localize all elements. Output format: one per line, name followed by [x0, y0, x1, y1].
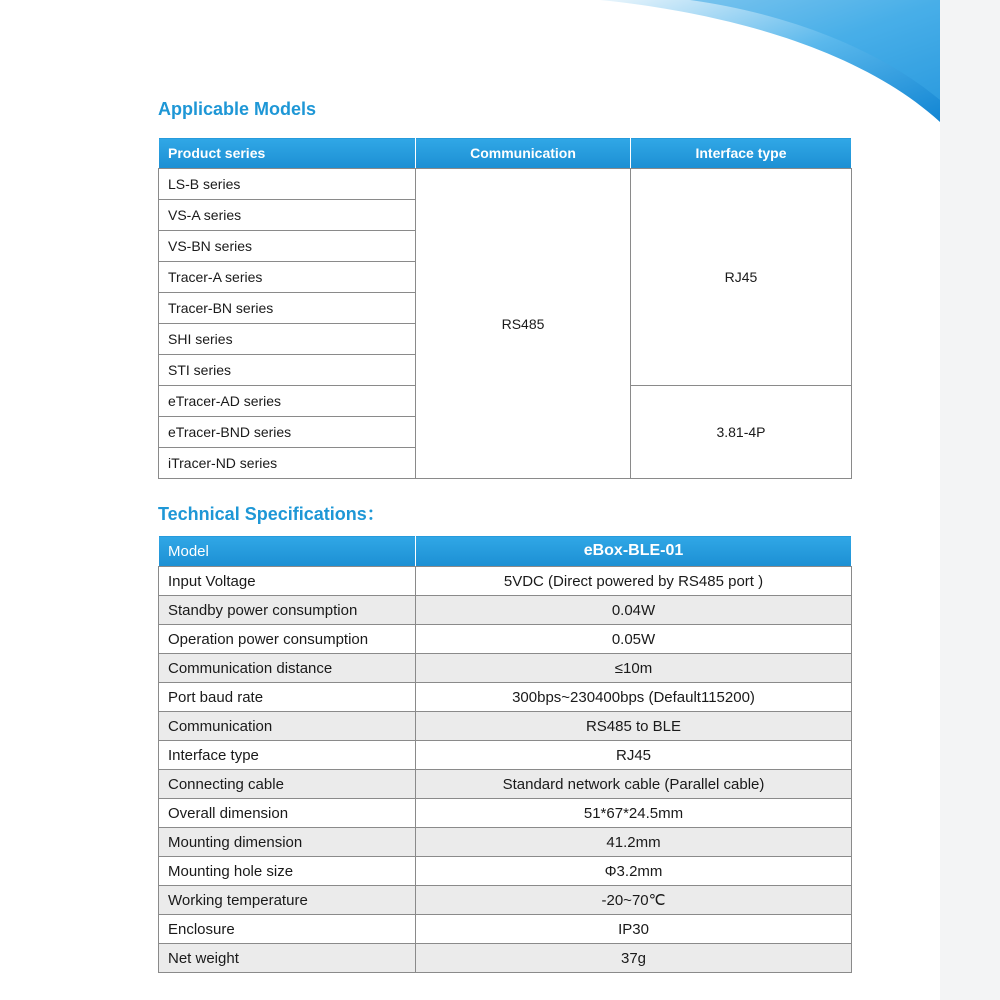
spec-value: 300bps~230400bps (Default115200) — [416, 683, 852, 712]
spec-value: ≤10m — [416, 654, 852, 683]
spec-value: RS485 to BLE — [416, 712, 852, 741]
table-row — [159, 169, 852, 200]
communication-cell: RS485 — [416, 169, 631, 479]
spec-label: Overall dimension — [159, 799, 416, 828]
table-row — [159, 712, 852, 741]
spec-value: -20~70℃ — [416, 886, 852, 915]
table-row — [159, 799, 852, 828]
spec-label: Working temperature — [159, 886, 416, 915]
spec-label: Communication — [159, 712, 416, 741]
header-model-value: eBox-BLE-01 — [416, 536, 852, 567]
table-row — [159, 683, 852, 712]
product-series-cell: Tracer-A series — [159, 262, 416, 293]
spec-value: Φ3.2mm — [416, 857, 852, 886]
product-series-cell: Tracer-BN series — [159, 293, 416, 324]
table-row — [159, 828, 852, 857]
table-row — [159, 915, 852, 944]
spec-label: Mounting dimension — [159, 828, 416, 857]
spec-label: Port baud rate — [159, 683, 416, 712]
spec-value: RJ45 — [416, 741, 852, 770]
product-series-cell: eTracer-BND series — [159, 417, 416, 448]
interface-type-cell: RJ45 — [631, 169, 852, 386]
product-series-cell: STI series — [159, 355, 416, 386]
product-series-cell: LS-B series — [159, 169, 416, 200]
header-interface-type: Interface type — [631, 138, 852, 169]
spec-label: Mounting hole size — [159, 857, 416, 886]
table-row — [159, 596, 852, 625]
spec-label: Communication distance — [159, 654, 416, 683]
table-header-row — [159, 138, 852, 169]
spec-label: Standby power consumption — [159, 596, 416, 625]
header-communication: Communication — [416, 138, 631, 169]
table-row — [159, 944, 852, 973]
spec-label: Connecting cable — [159, 770, 416, 799]
spec-label: Interface type — [159, 741, 416, 770]
product-series-cell: VS-BN series — [159, 231, 416, 262]
table-row — [159, 857, 852, 886]
spec-value: 51*67*24.5mm — [416, 799, 852, 828]
table-row — [159, 770, 852, 799]
spec-label: Input Voltage — [159, 567, 416, 596]
table-row — [159, 567, 852, 596]
spec-label: Operation power consumption — [159, 625, 416, 654]
product-series-cell: SHI series — [159, 324, 416, 355]
table-row — [159, 886, 852, 915]
spec-value: 0.05W — [416, 625, 852, 654]
spec-value: 37g — [416, 944, 852, 973]
applicable-models-title: Applicable Models — [158, 99, 317, 119]
product-series-cell: iTracer-ND series — [159, 448, 416, 479]
table-row — [159, 625, 852, 654]
page-edge-strip — [940, 0, 1000, 1000]
product-series-cell: VS-A series — [159, 200, 416, 231]
spec-value: Standard network cable (Parallel cable) — [416, 770, 852, 799]
applicable-models-table — [158, 137, 852, 479]
interface-type-cell: 3.81-4P — [631, 386, 852, 479]
decorative-wave — [0, 0, 1000, 130]
table-row — [159, 654, 852, 683]
spec-value: 41.2mm — [416, 828, 852, 857]
header-model-label: Model — [159, 536, 416, 567]
header-product-series: Product series — [159, 138, 416, 169]
table-row — [159, 741, 852, 770]
spec-value: 5VDC (Direct powered by RS485 port ) — [416, 567, 852, 596]
spec-label: Net weight — [159, 944, 416, 973]
technical-specifications-table — [158, 535, 852, 973]
spec-value: 0.04W — [416, 596, 852, 625]
spec-label: Enclosure — [159, 915, 416, 944]
technical-specifications-title: Technical Specifications： — [158, 504, 385, 524]
spec-value: IP30 — [416, 915, 852, 944]
table-header-row — [159, 536, 852, 567]
product-series-cell: eTracer-AD series — [159, 386, 416, 417]
